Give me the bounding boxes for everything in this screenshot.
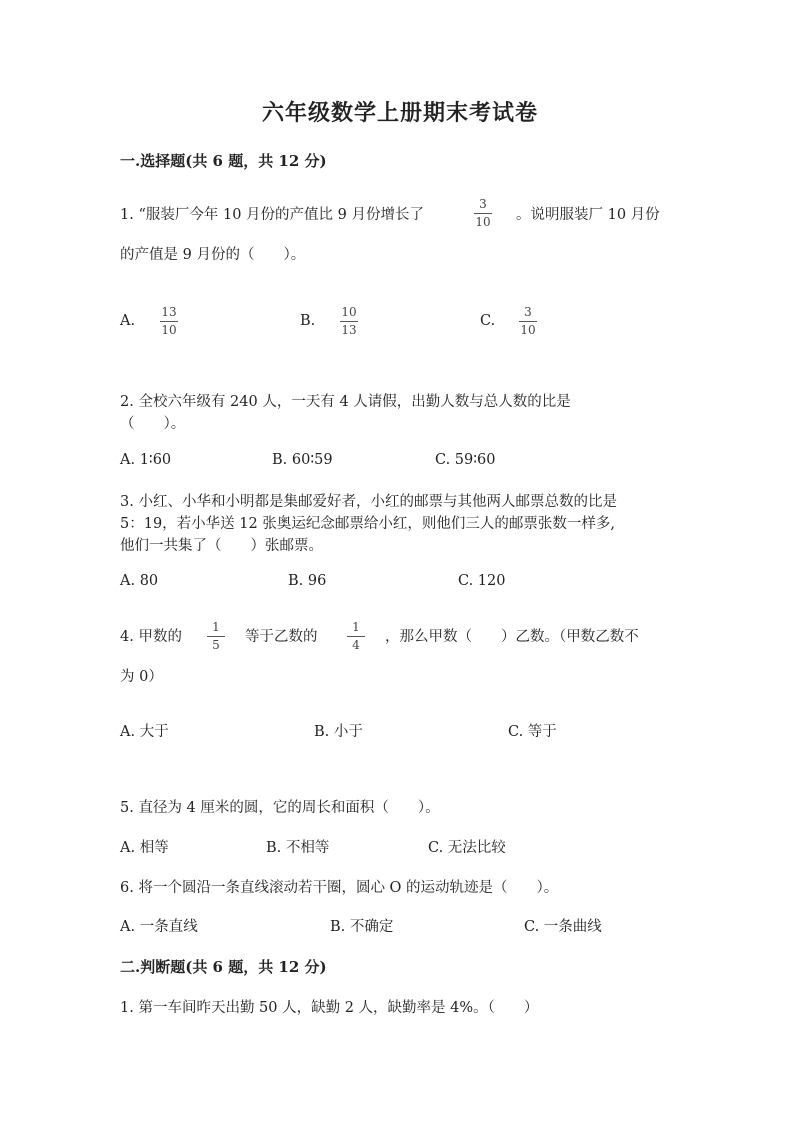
q1-text-b: 。说明服装厂 10 月份 — [516, 207, 660, 223]
q3-line3: 他们一共集了（ ）张邮票。 — [120, 538, 323, 554]
q5-option-b: B. 不相等 — [266, 840, 330, 856]
q3-option-b: B. 96 — [288, 573, 327, 589]
q4-fraction-2 — [347, 621, 365, 652]
q3-line1: 3. 小红、小华和小明都是集邮爱好者，小红的邮票与其他两人邮票总数的比是 — [120, 494, 617, 510]
q1-option-b-num: 10 — [341, 305, 357, 319]
q1-option-c-fraction — [519, 306, 537, 337]
q3-option-a: A. 80 — [120, 573, 159, 589]
q6-option-b: B. 不确定 — [330, 919, 394, 935]
q4-fraction-1-den: 5 — [212, 638, 220, 652]
q1-text-a: 1. “服装厂今年 10 月份的产值比 9 月份增长了 — [120, 207, 424, 223]
q1-fraction-den: 10 — [475, 215, 491, 229]
q4-option-a: A. 大于 — [120, 724, 169, 740]
q6-option-c: C. 一条曲线 — [524, 919, 602, 935]
q1-option-b-label: B. — [300, 313, 316, 329]
q1-option-c-num: 3 — [524, 305, 532, 319]
q1-option-b-fraction — [340, 306, 358, 337]
q1-option-c-den: 10 — [520, 323, 536, 337]
q5-line1: 5. 直径为 4 厘米的圆，它的周长和面积（ ）。 — [120, 800, 440, 816]
q6-option-a: A. 一条直线 — [120, 919, 198, 935]
q2-option-a: A. 1∶60 — [120, 452, 172, 468]
q4-text-c: ，那么甲数（ ）乙数。（甲数乙数不 — [385, 629, 639, 645]
section-heading-choice: 一.选择题(共 6 题，共 12 分) — [120, 152, 327, 170]
q3-line2: 5：19，若小华送 12 张奥运纪念邮票给小红，则他们三人的邮票张数一样多, — [120, 516, 615, 532]
q1-option-a-fraction — [160, 306, 178, 337]
q4-text-d: 为 0） — [120, 669, 163, 685]
judge-q1: 1. 第一车间昨天出勤 50 人，缺勤 2 人，缺勤率是 4%。（ ） — [120, 1000, 539, 1016]
q1-fraction — [474, 198, 492, 229]
q5-option-c: C. 无法比较 — [428, 840, 506, 856]
q1-option-a-num: 13 — [161, 305, 177, 319]
q3-option-c: C. 120 — [458, 573, 506, 589]
q6-line1: 6. 将一个圆沿一条直线滚动若干圈，圆心 O 的运动轨迹是（ ）。 — [120, 880, 559, 896]
q4-option-b: B. 小于 — [314, 724, 363, 740]
page-title: 六年级数学上册期末考试卷 — [261, 100, 538, 126]
q4-fraction-2-num: 1 — [352, 620, 360, 634]
q1-fraction-num: 3 — [479, 197, 487, 211]
q4-option-c: C. 等于 — [508, 724, 557, 740]
section-heading-judgment: 二.判断题(共 6 题，共 12 分) — [120, 958, 327, 976]
q4-text-b: 等于乙数的 — [245, 629, 318, 645]
q1-option-c-label: C. — [480, 313, 496, 329]
q1-option-a-label: A. — [120, 313, 136, 329]
q5-option-a: A. 相等 — [120, 840, 169, 856]
q1-text-c: 的产值是 9 月份的（ ）。 — [120, 247, 306, 263]
q2-line2: （ ）。 — [120, 416, 186, 432]
q4-fraction-1-num: 1 — [212, 620, 220, 634]
q1-option-b-den: 13 — [341, 323, 357, 337]
q1-option-a-den: 10 — [161, 323, 177, 337]
q4-fraction-2-den: 4 — [352, 638, 360, 652]
q4-text-a: 4. 甲数的 — [120, 629, 182, 645]
q2-option-c: C. 59∶60 — [435, 452, 496, 468]
q2-option-b: B. 60∶59 — [272, 452, 333, 468]
q2-line1: 2. 全校六年级有 240 人，一天有 4 人请假，出勤人数与总人数的比是 — [120, 394, 571, 410]
q4-fraction-1 — [207, 621, 225, 652]
